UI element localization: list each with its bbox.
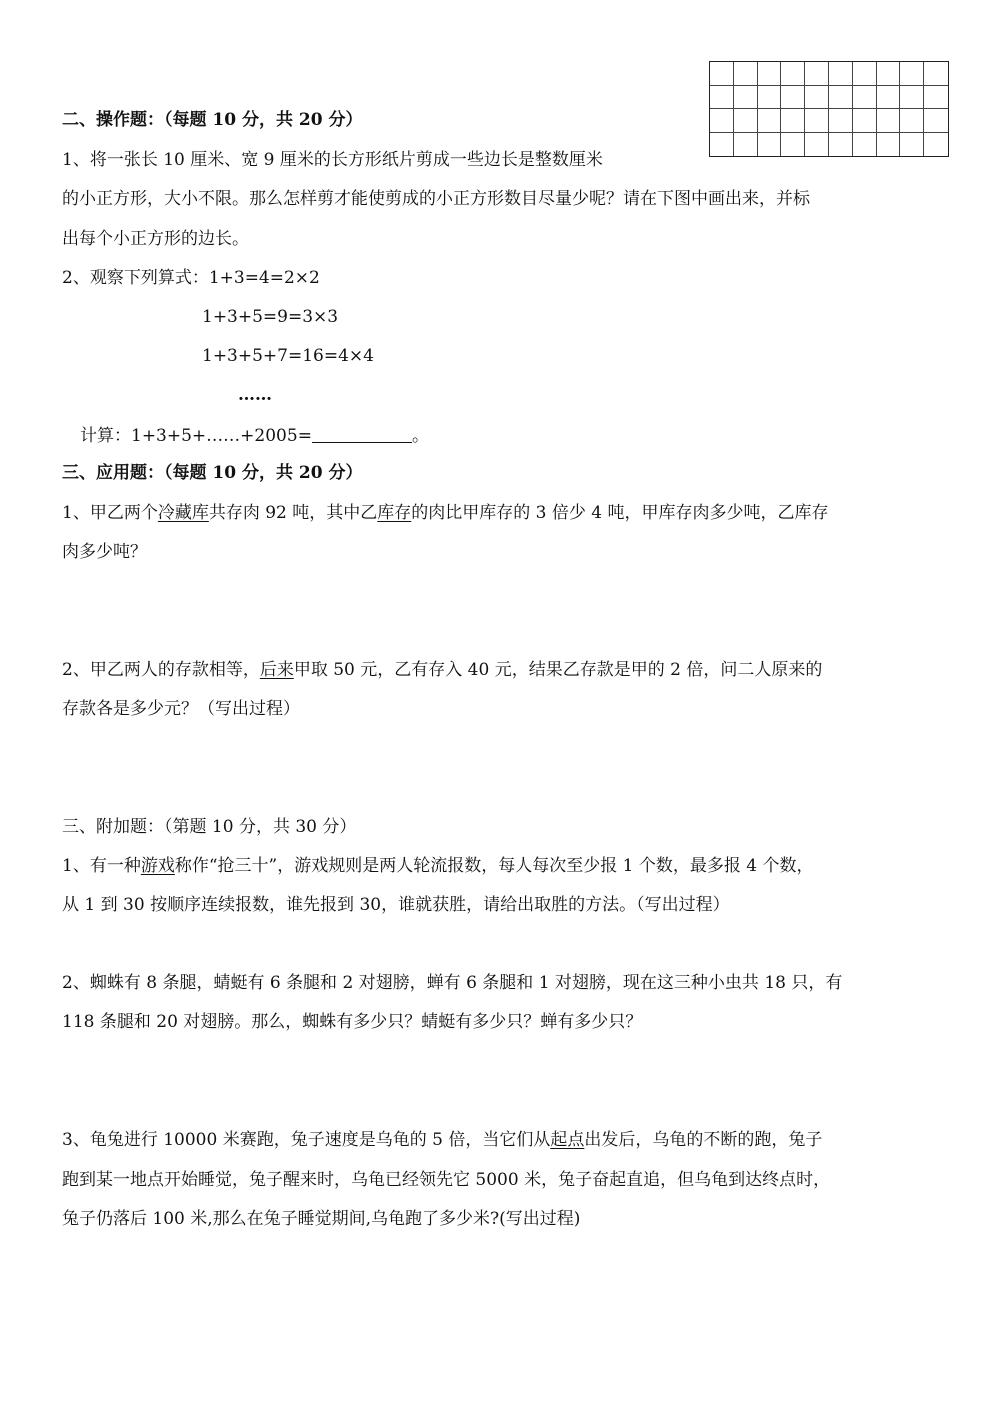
text-run: 称作“抢三十”，游戏规则是两人轮流报数，每人每次至少报 1 个数，最多报 4 个数， — [174, 856, 814, 876]
operation-q2-ellipsis: …… — [238, 385, 272, 405]
operation-q1-line1: 1、将一张长 10 厘米、宽 9 厘米的长方形纸片剪成一些边长是整数厘米 — [62, 150, 603, 170]
grid-cell — [853, 86, 877, 110]
grid-cell — [853, 109, 877, 133]
operation-q1-line2: 的小正方形，大小不限。那么怎样剪才能使剪成的小正方形数目尽量少呢？请在下图中画出来，并标 — [62, 189, 810, 209]
grid-cell — [924, 109, 948, 133]
grid-cell — [758, 86, 782, 110]
bonus-q3-line1 — [62, 1128, 822, 1152]
bonus-q2-line1: 2、蜘蛛有 8 条腿，蜻蜓有 6 条腿和 2 对翅膀，蝉有 6 条腿和 1 对翅膀，现在这三种小虫共 18 只，有 — [62, 973, 843, 993]
text-run: 1、有一种 — [62, 856, 141, 876]
grid-cell — [734, 86, 758, 110]
grid-cell — [781, 133, 805, 157]
operation-q2-calc — [80, 424, 429, 448]
text-run: 出发后，乌龟的不断的跑，兔子 — [584, 1130, 823, 1150]
section-bonus-title: 三、附加题：（第题 10 分，共 30 分） — [62, 817, 357, 837]
operation-q2-line3: 1+3+5+7=16=4×4 — [202, 346, 374, 366]
section-application-title: 三、应用题：（每题 10 分，共 20 分） — [62, 463, 363, 483]
grid-cell — [758, 62, 782, 86]
grid-cell — [829, 62, 853, 86]
square-grid — [709, 61, 949, 157]
answer-blank — [312, 424, 412, 443]
grid-cell — [853, 62, 877, 86]
grid-cell — [900, 86, 924, 110]
text-run: 的肉比甲库存的 3 倍少 4 吨，甲库存肉多少吨，乙库存 — [411, 503, 829, 523]
grid-cell — [877, 109, 901, 133]
grid-cell — [781, 109, 805, 133]
grid-cell — [758, 133, 782, 157]
grid-cell — [829, 109, 853, 133]
grid-cell — [924, 133, 948, 157]
bonus-q1-line1 — [62, 854, 813, 878]
grid-cell — [853, 133, 877, 157]
grid-cell — [805, 86, 829, 110]
grid-cell — [900, 62, 924, 86]
application-q1-line2: 肉多少吨？ — [62, 542, 147, 562]
text-run: 3、龟兔进行 10000 米赛跑，兔子速度是乌龟的 5 倍，当它们从 — [62, 1130, 551, 1150]
text-run: 2、甲乙两人的存款相等， — [62, 660, 260, 680]
grid-cell — [710, 62, 734, 86]
bonus-q3-line3: 兔子仍落后 100 米,那么在兔子睡觉期间,乌龟跑了多少米?(写出过程) — [62, 1209, 581, 1229]
calc-expression: 计算：1+3+5+……+2005= — [80, 426, 312, 446]
text-run: 甲取 50 元，乙有存入 40 元，结果乙存款是甲的 2 倍，问二人原来的 — [293, 660, 823, 680]
grid-cell — [734, 133, 758, 157]
operation-q1-line3: 出每个小正方形的边长。 — [62, 229, 249, 249]
grid-cell — [710, 109, 734, 133]
calc-end: 。 — [411, 426, 429, 446]
grid-cell — [900, 109, 924, 133]
underlined-term: 游戏 — [140, 856, 175, 876]
grid-cell — [710, 133, 734, 157]
text-run: 1、甲乙两个 — [62, 503, 158, 523]
grid-cell — [877, 62, 901, 86]
application-q2-line1 — [62, 658, 822, 682]
grid-cell — [829, 86, 853, 110]
grid-cell — [805, 62, 829, 86]
operation-q2-line2: 1+3+5=9=3×3 — [202, 307, 339, 327]
grid-cell — [877, 133, 901, 157]
bonus-q3-line2: 跑到某一地点开始睡觉，兔子醒来时，乌龟已经领先它 5000 米，兔子奋起直追，但乌龟到达终点时， — [62, 1170, 831, 1190]
grid-cell — [829, 133, 853, 157]
underlined-term: 后来 — [259, 660, 294, 680]
grid-cell — [758, 109, 782, 133]
grid-cell — [734, 109, 758, 133]
grid-cell — [805, 109, 829, 133]
grid-cell — [900, 133, 924, 157]
bonus-q2-line2: 118 条腿和 20 对翅膀。那么，蜘蛛有多少只？蜻蜓有多少只？蝉有多少只？ — [62, 1012, 643, 1032]
text-run: 共存肉 92 吨，其中乙 — [208, 503, 378, 523]
section-operation-title: 二、操作题：（每题 10 分，共 20 分） — [62, 110, 363, 130]
bonus-q1-line2: 从 1 到 30 按顺序连续报数，谁先报到 30，谁就获胜，请给出取胜的方法。（写出过程） — [62, 895, 730, 915]
underlined-term: 库存 — [377, 503, 412, 523]
underlined-term: 冷藏库 — [157, 503, 209, 523]
grid-cell — [924, 86, 948, 110]
grid-cell — [924, 62, 948, 86]
grid-cell — [781, 62, 805, 86]
grid-cell — [877, 86, 901, 110]
grid-cell — [781, 86, 805, 110]
grid-cell — [734, 62, 758, 86]
application-q2-line2: 存款各是多少元？（写出过程） — [62, 699, 300, 719]
grid-cell — [805, 133, 829, 157]
application-q1-line1 — [62, 501, 829, 525]
grid-cell — [710, 86, 734, 110]
operation-q2-line1: 2、观察下列算式：1+3=4=2×2 — [62, 268, 320, 288]
underlined-term: 起点 — [550, 1130, 585, 1150]
